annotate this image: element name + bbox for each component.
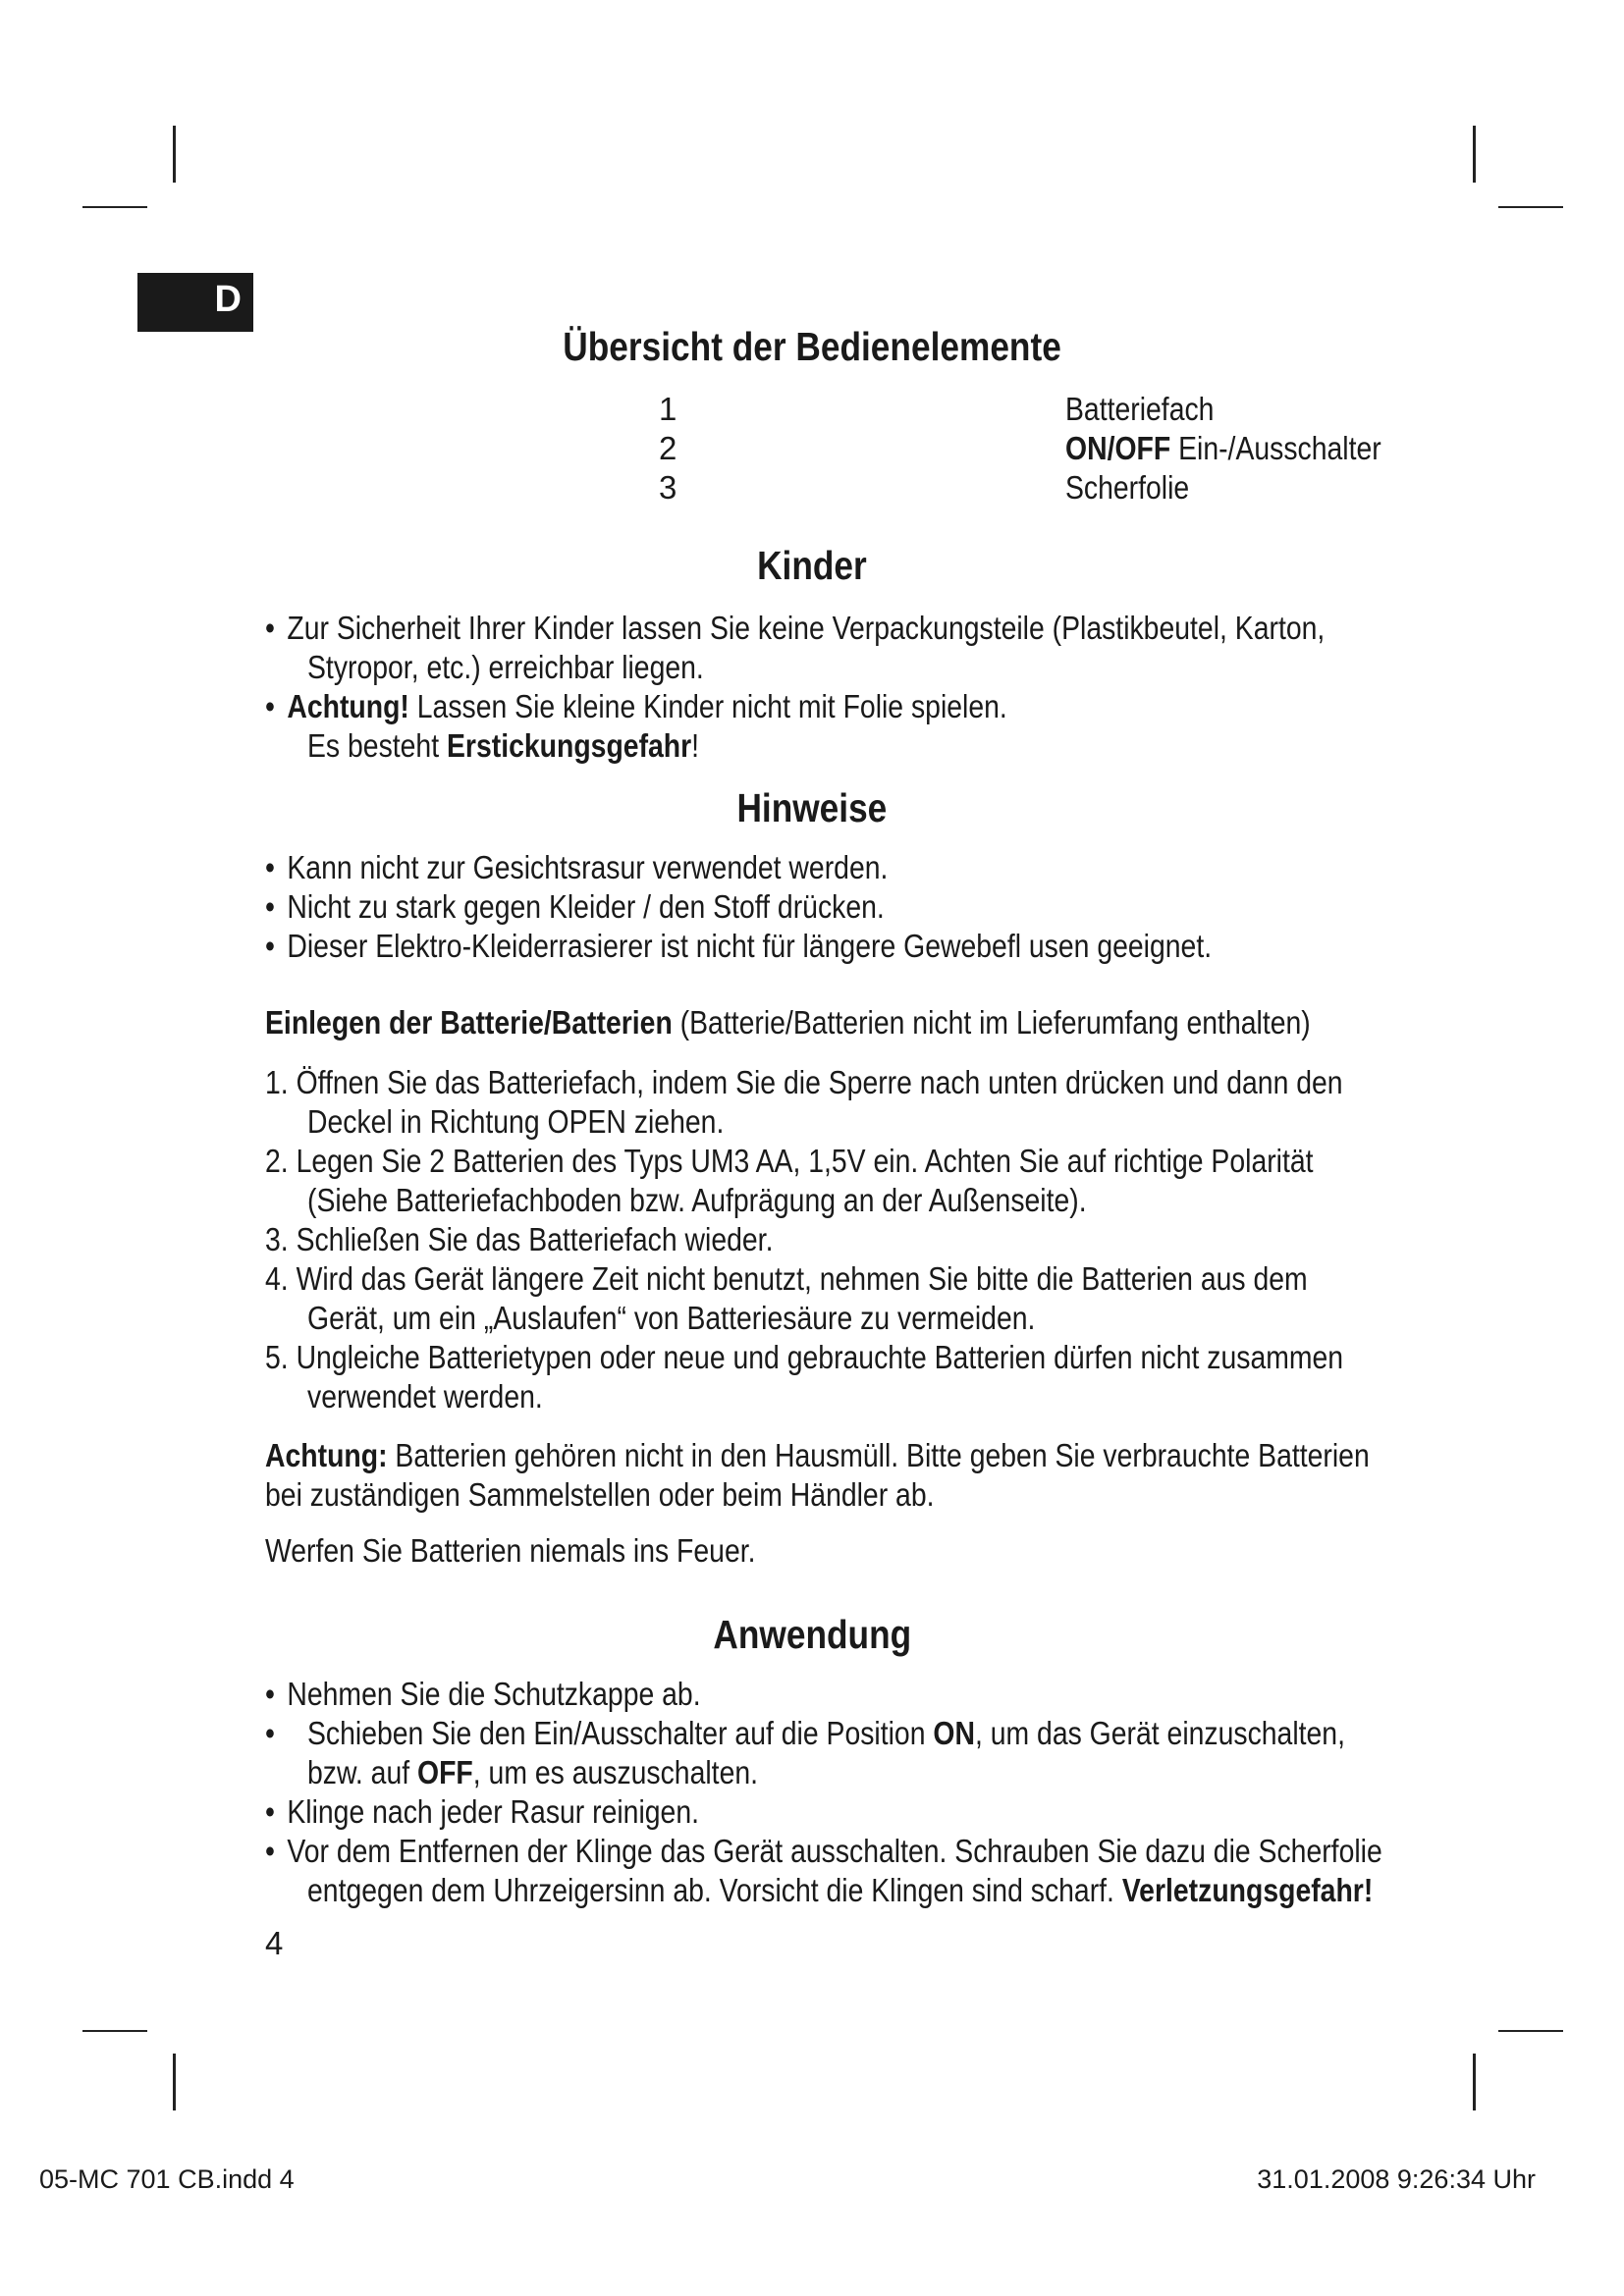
hinweise-bullet: • Kann nicht zur Gesichtsrasur verwendet werden.: [265, 849, 889, 885]
overview-item-label: Scherfolie: [1065, 469, 1190, 506]
kinder-title: Kinder: [757, 543, 867, 588]
hinweise-bullet: • Dieser Elektro-Kleiderrasierer ist nicht für längere Gewebefl usen geeignet.: [265, 928, 1213, 964]
kinder-bullet-2: • Achtung! Lassen Sie kleine Kinder nicht mit Folie spielen. Es besteht Erstickungsgefahr!: [265, 688, 1007, 764]
battery-heading: Einlegen der Batterie/Batterien (Batterie/Batterien nicht im Lieferumfang enthalten): [265, 1004, 1311, 1041]
overview-title: Übersicht der Bedienelemente: [563, 324, 1061, 369]
battery-step-2: 2. Legen Sie 2 Batterien des Typs UM3 AA, 1,5V ein. Achten Sie auf richtige Polarität (Siehe Batteriefachboden bzw. Aufprägung an der Außenseite).: [265, 1143, 1314, 1218]
battery-fire-warning: Werfen Sie Batterien niemals ins Feuer.: [265, 1532, 756, 1569]
crop-mark-bottom-right-horizontal: [1498, 2030, 1563, 2032]
anwendung-bullet-4: • Vor dem Entfernen der Klinge das Gerät ausschalten. Schrauben Sie dazu die Scherfolie entgegen dem Uhrzeigersinn ab. Vorsicht die Klingen sind scharf. Verletzungsgefahr!: [265, 1833, 1382, 1908]
anwendung-bullet-2: • Schieben Sie den Ein/Ausschalter auf die Position ON, um das Gerät einzuschalten, bzw. auf OFF, um es auszuschalten.: [265, 1715, 1345, 1790]
crop-mark-top-right-horizontal: [1498, 206, 1563, 208]
crop-mark-bottom-left-vertical: [173, 2054, 176, 2110]
hinweise-title: Hinweise: [736, 785, 888, 830]
crop-mark-top-left-horizontal: [82, 206, 147, 208]
overview-item-number: 2: [659, 430, 677, 466]
battery-step-5: 5. Ungleiche Batterietypen oder neue und gebrauchte Batterien dürfen nicht zusammen verwendet werden.: [265, 1339, 1344, 1415]
hinweise-bullet: • Nicht zu stark gegen Kleider / den Stoff drücken.: [265, 888, 885, 925]
anwendung-title: Anwendung: [713, 1612, 911, 1657]
battery-step-4: 4. Wird das Gerät längere Zeit nicht benutzt, nehmen Sie bitte die Batterien aus dem Gerät, um ein „Auslaufen“ von Batteriesäure zu vermeiden.: [265, 1260, 1308, 1336]
language-tab: [137, 273, 253, 332]
crop-mark-bottom-right-vertical: [1473, 2054, 1476, 2110]
battery-step-1: 1. Öffnen Sie das Batteriefach, indem Sie die Sperre nach unten drücken und dann den Deckel in Richtung OPEN ziehen.: [265, 1064, 1343, 1140]
overview-item-label: ON/OFF Ein-/Ausschalter: [1065, 430, 1381, 466]
battery-step-3: 3. Schließen Sie das Batteriefach wieder.: [265, 1221, 774, 1257]
overview-item-number: 1: [659, 391, 677, 427]
anwendung-bullet-1: • Nehmen Sie die Schutzkappe ab.: [265, 1676, 701, 1712]
crop-mark-bottom-left-horizontal: [82, 2030, 147, 2032]
crop-mark-top-left-vertical: [173, 126, 176, 183]
language-tab-label: D: [214, 279, 242, 320]
page-number: 4: [265, 1925, 284, 1961]
footer-timestamp: 31.01.2008 9:26:34 Uhr: [1257, 2164, 1536, 2194]
crop-mark-top-right-vertical: [1473, 126, 1476, 183]
footer-filename: 05-MC 701 CB.indd 4: [39, 2164, 295, 2194]
anwendung-bullet-3: • Klinge nach jeder Rasur reinigen.: [265, 1793, 700, 1830]
overview-item-number: 3: [659, 469, 677, 506]
battery-warning: Achtung: Batterien gehören nicht in den Hausmüll. Bitte geben Sie verbrauchte Batterien bei zuständigen Sammelstellen oder beim Händler ab.: [265, 1437, 1370, 1513]
overview-item-label: Batteriefach: [1065, 391, 1215, 427]
kinder-bullet-1: • Zur Sicherheit Ihrer Kinder lassen Sie keine Verpackungsteile (Plastikbeutel, Karton, Styropor, etc.) erreichbar liegen.: [265, 610, 1326, 685]
